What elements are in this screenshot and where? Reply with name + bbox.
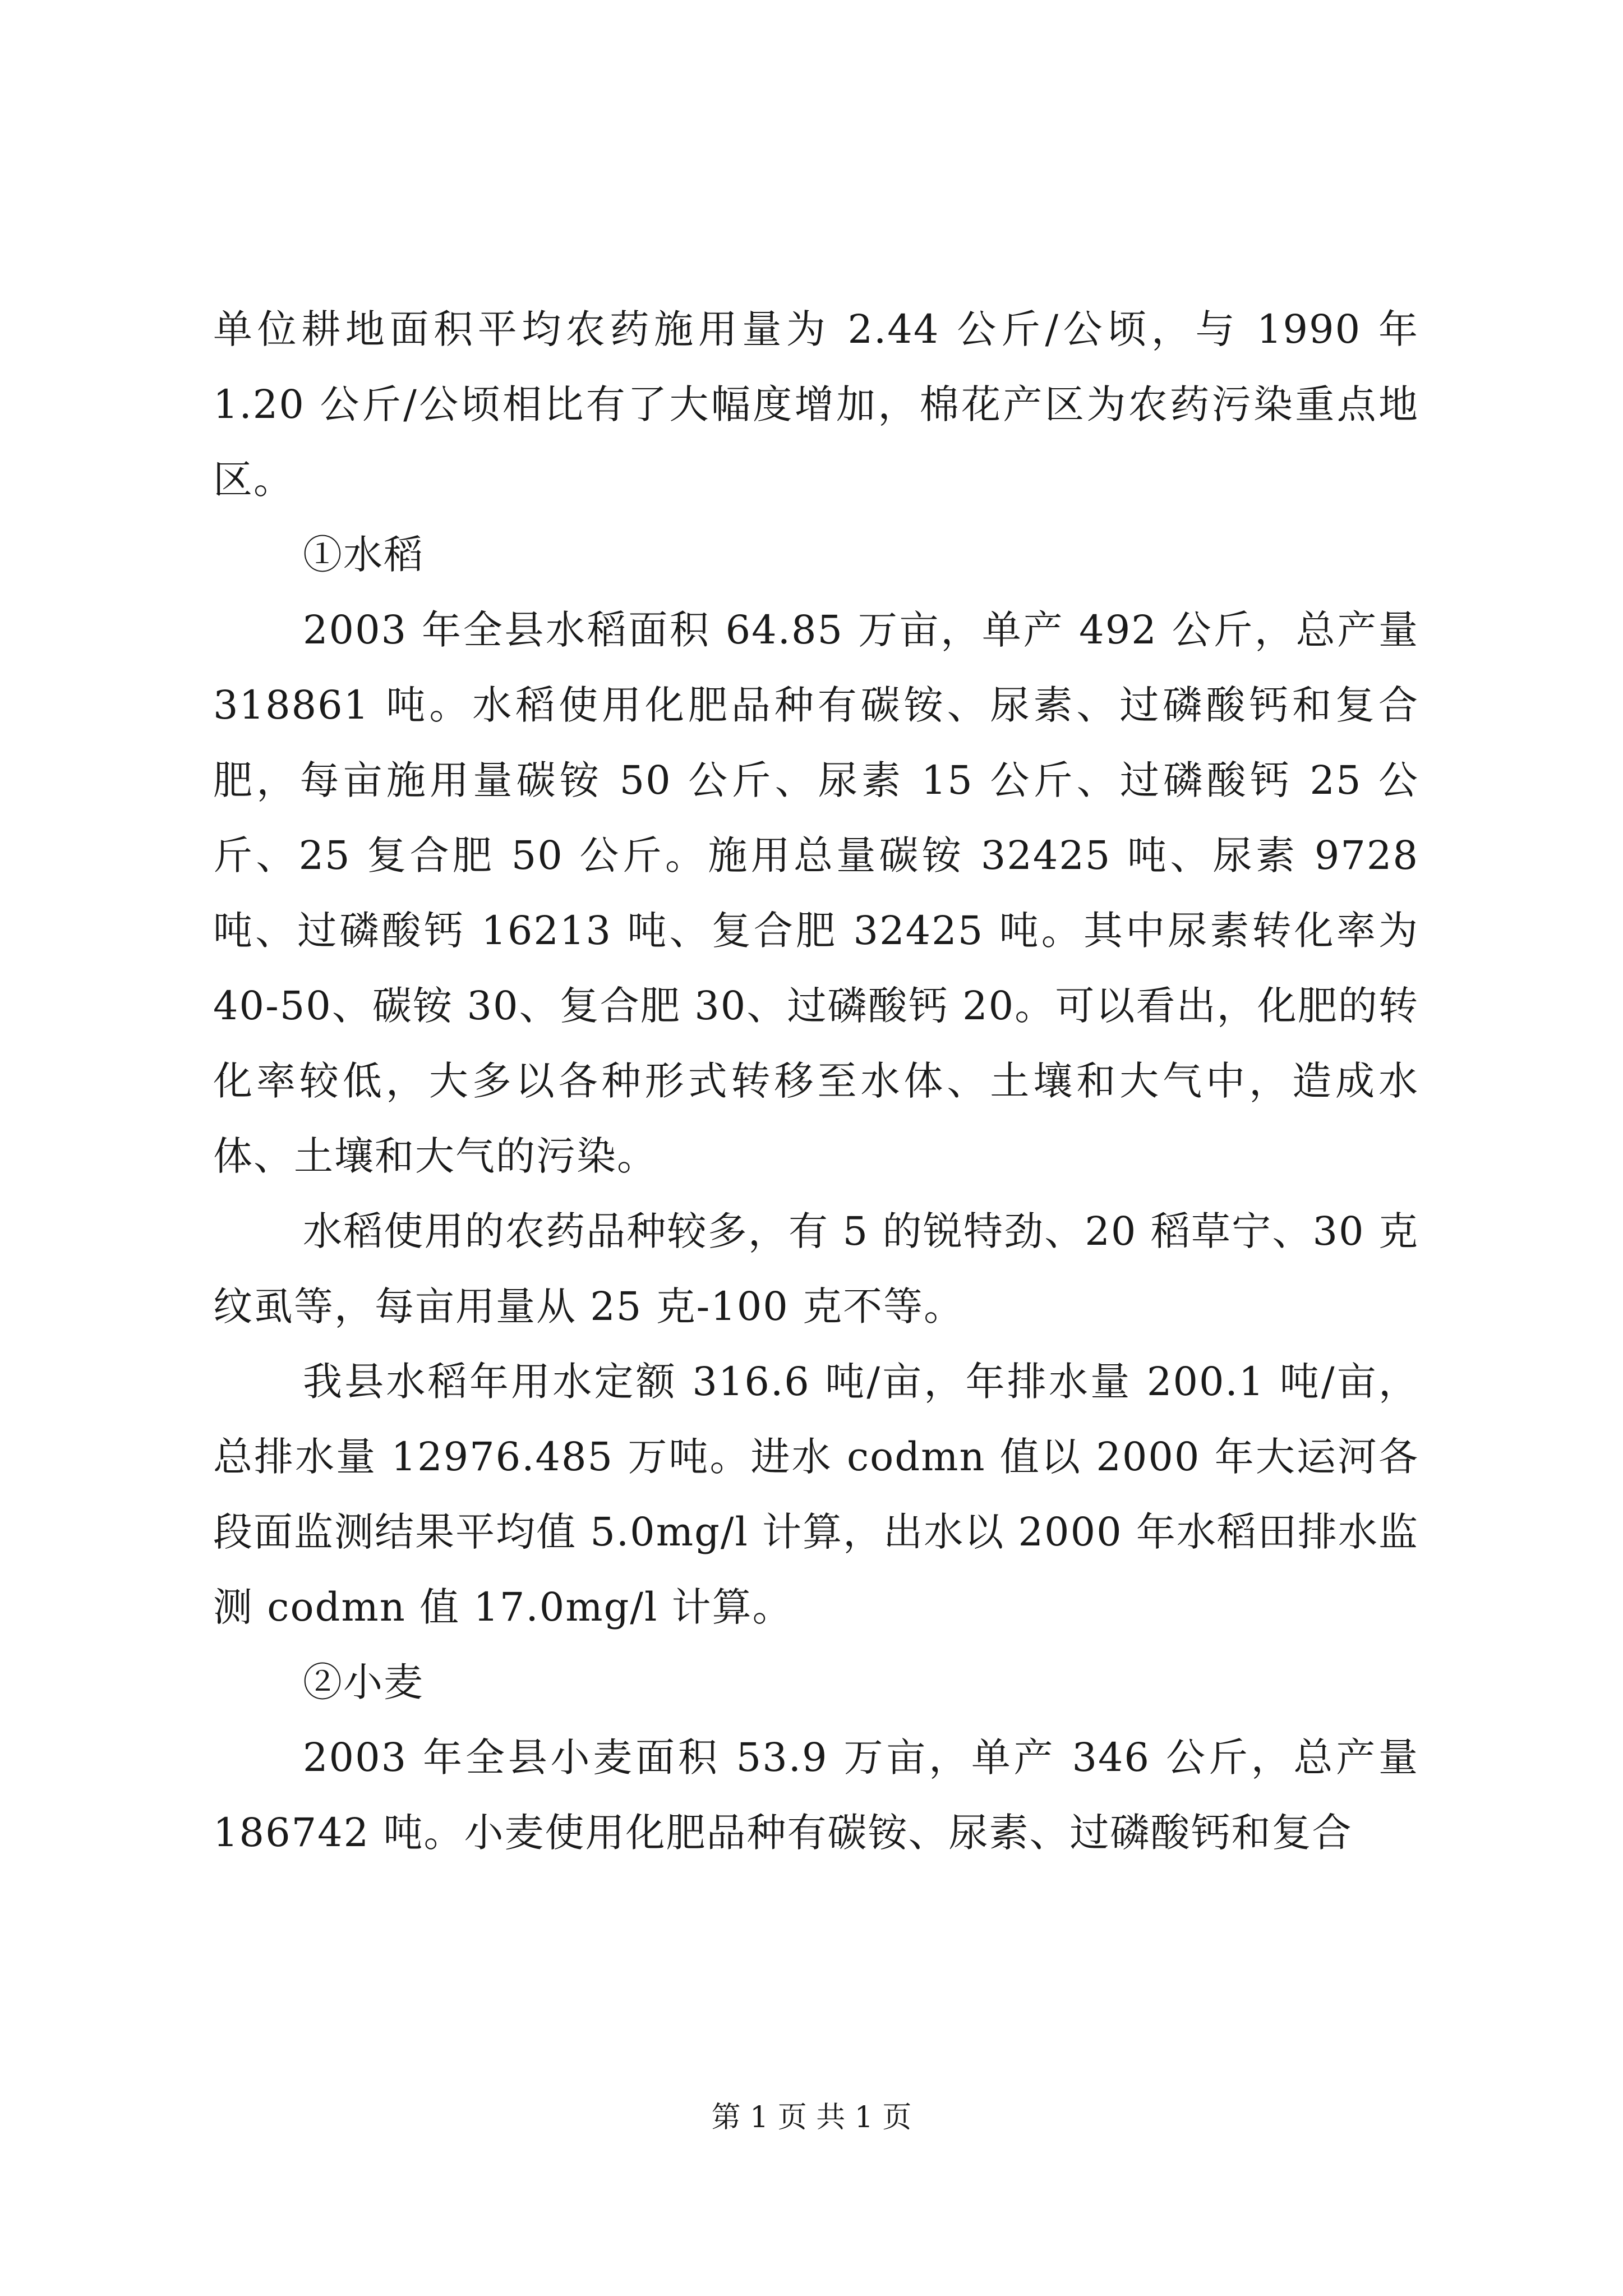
document-body [213, 292, 1419, 1870]
paragraph-rice-water: 我县水稻年用水定额 316.6 吨/亩，年排水量 200.1 吨/亩，总排水量 12976.485 万吨。进水 codmn 值以 2000 年大运河各段面监测结果平均值 5.0mg/l 计算，出水以 2000 年水稻田排水监测 codmn 值 17.0mg/l 计算。 [213, 1359, 1419, 1630]
paragraph-rice-pesticide: 水稻使用的农药品种较多，有 5 的锐特劲、20 稻草宁、30 克纹虱等，每亩用量从 25 克-100 克不等。 [213, 1208, 1419, 1329]
section-heading-wheat: ②小麦 [303, 1659, 424, 1705]
paragraph-wheat-fertilizer: 2003 年全县小麦面积 53.9 万亩，单产 346 公斤，总产量 186742 吨。小麦使用化肥品种有碳铵、尿素、过磷酸钙和复合 [213, 1734, 1419, 1856]
paragraph-rice-fertilizer: 2003 年全县水稻面积 64.85 万亩，单产 492 公斤，总产量 318861 吨。水稻使用化肥品种有碳铵、尿素、过磷酸钙和复合肥，每亩施用量碳铵 50 公斤、尿素 15 公斤、过磷酸钙 25 公斤、25 复合肥 50 公斤。施用总量碳铵 32425 吨、尿素 9728 吨、过磷酸钙 16213 吨、复合肥 32425 吨。其中尿素转化率为 40-50、碳铵 30、复合肥 30、过磷酸钙 20。可以看出，化肥的转化率较低，大多以各种形式转移至水体、土壤和大气中，造成水体、土壤和大气的污染。 [213, 607, 1419, 1179]
section-heading-rice: ①水稻 [303, 532, 424, 578]
page-number-footer: 第 1 页 共 1 页 [711, 2101, 912, 2134]
paragraph-pesticide-usage: 单位耕地面积平均农药施用量为 2.44 公斤/公顷，与 1990 年 1.20 公斤/公顷相比有了大幅度增加，棉花产区为农药污染重点地区。 [213, 306, 1419, 503]
